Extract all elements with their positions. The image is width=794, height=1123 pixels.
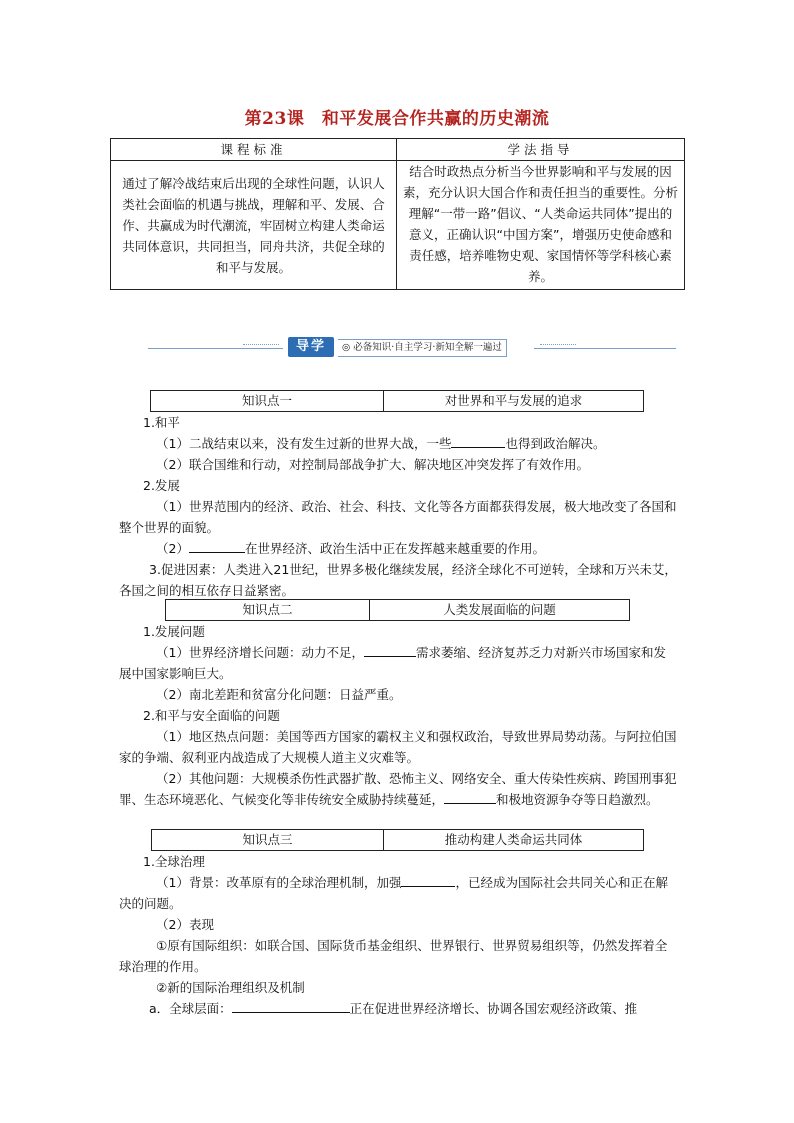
- text: 也得到政治解决。: [505, 436, 606, 451]
- paragraph: （2）表现: [156, 917, 214, 932]
- fill-blank[interactable]: [444, 789, 496, 804]
- banner-subtitle: ◎ 必备知识·自主学习·新知全解一遍过: [338, 339, 507, 357]
- text: （1）二战结束以来，没有发生过新的世界大战，一些: [156, 436, 452, 451]
- text: 和极地资源争夺等日趋激烈。: [496, 792, 659, 807]
- fill-blank[interactable]: [451, 433, 505, 448]
- section-1-body: [119, 412, 678, 601]
- text: a．全球层面：: [149, 1001, 232, 1016]
- text: ，已经成为国际社会共同关心和正在解决的问题。: [119, 875, 668, 911]
- fill-blank[interactable]: [232, 998, 350, 1013]
- text: （1）世界经济增长问题：动力不足，: [156, 645, 364, 660]
- heading: 1.全球治理: [143, 854, 205, 869]
- banner-line-right: [534, 348, 676, 349]
- paragraph: （2）南北差距和贫富分化问题：日益严重。: [156, 687, 402, 702]
- text: 正在促进世界经济增长、协调各国宏观经济政策、推: [349, 1001, 638, 1016]
- heading: 1.和平: [143, 415, 180, 430]
- fill-blank[interactable]: [364, 642, 416, 657]
- fill-blank[interactable]: [189, 538, 245, 553]
- section-3-body: [119, 851, 678, 1019]
- paragraph: ②新的国际治理组织及机制: [156, 980, 305, 995]
- curriculum-header: 课程标准: [111, 139, 397, 161]
- fill-blank[interactable]: [401, 872, 455, 887]
- banner-dots-left: [243, 344, 279, 353]
- paragraph: （2）联合国维和行动，对控制局部战争扩大、解决地区冲突发挥了有效作用。: [156, 457, 589, 472]
- paragraph: [143, 998, 678, 1019]
- paragraph: 3.促进因素：人类进入21世纪，世界多极化继续发展，经济全球化不可逆转，全球和万兴未艾，各国之间的相互依存日益紧密。: [119, 562, 677, 598]
- section-banner: [148, 337, 676, 357]
- text: （2）其他问题：大规模杀伤性武器扩散、恐怖主义、网络安全、重大传染性疾病、跨国刑事犯罪、生态环境恶化、气候变化等非传统安全威胁持续蔓延，: [119, 771, 677, 807]
- text: （1）世界范围内的经济、政治、社会、科技、文化等各方面都获得发展，极大地改变了各国和整个世界的面貌。: [119, 499, 677, 535]
- paragraph: [119, 768, 678, 810]
- knowledge-point-label: 知识点三: [152, 830, 384, 850]
- paragraph: [119, 642, 678, 684]
- paragraph: ①原有国际组织：如联合国、国际货币基金组织、世界银行、世界贸易组织等，仍然发挥着全球治理的作用。: [119, 938, 668, 974]
- heading: 2.和平与安全面临的问题: [143, 708, 280, 723]
- paragraph: [119, 872, 678, 914]
- knowledge-point-topic: 推动构建人类命运共同体: [444, 832, 583, 847]
- banner-badge: 导学: [288, 337, 334, 357]
- paragraph: [119, 496, 678, 538]
- knowledge-point-topic: 对世界和平与发展的追求: [444, 393, 583, 408]
- knowledge-point-3-box: [151, 829, 644, 851]
- lesson-title: 第23课 和平发展合作共赢的历史潮流: [244, 109, 550, 129]
- method-header: 学法指导: [397, 139, 685, 161]
- paragraph: [143, 433, 678, 454]
- knowledge-point-topic: 人类发展面临的问题: [443, 602, 556, 617]
- heading: 1.发展问题: [143, 624, 205, 639]
- method-text: 结合时政热点分析当今世界影响和平与发展的因素，充分认识大国合作和责任担当的重要性。分析理解“一带一路”倡议、“人类命运共同体”提出的意义，正确认识“中国方案”，增强历史使命感和责任感，培养唯物史观、家国情怀等学科核心素养。: [397, 161, 685, 290]
- paragraph: （1）地区热点问题：美国等西方国家的霸权主义和强权政治，导致世界局势动荡。与阿拉伯国家的争端、叙利亚内战造成了大规模人道主义灾难等。: [119, 729, 677, 765]
- knowledge-point-label: 知识点二: [166, 600, 370, 620]
- heading: 2.发展: [143, 478, 180, 493]
- knowledge-point-2-box: [165, 599, 630, 621]
- text: （2）: [156, 541, 189, 556]
- text: 需求萎缩、经济复苏乏力对新兴市场国家和发展中国家影响巨大。: [119, 645, 666, 681]
- section-2-body: [119, 621, 678, 810]
- text: （1）背景：改革原有的全球治理机制，加强: [156, 875, 402, 890]
- knowledge-point-label: 知识点一: [151, 391, 384, 411]
- text: 在世界经济、政治生活中正在发挥越来越重要的作用。: [244, 541, 545, 556]
- paragraph: [143, 538, 678, 559]
- knowledge-point-1-box: [150, 390, 644, 412]
- curriculum-table: [110, 138, 685, 290]
- curriculum-text: 通过了解冷战结束后出现的全球性问题，认识人类社会面临的机遇与挑战，理解和平、发展、合作、共赢成为时代潮流，牢固树立构建人类命运共同体意识，共同担当，同舟共济，共促全球的和平与发展。: [111, 161, 397, 290]
